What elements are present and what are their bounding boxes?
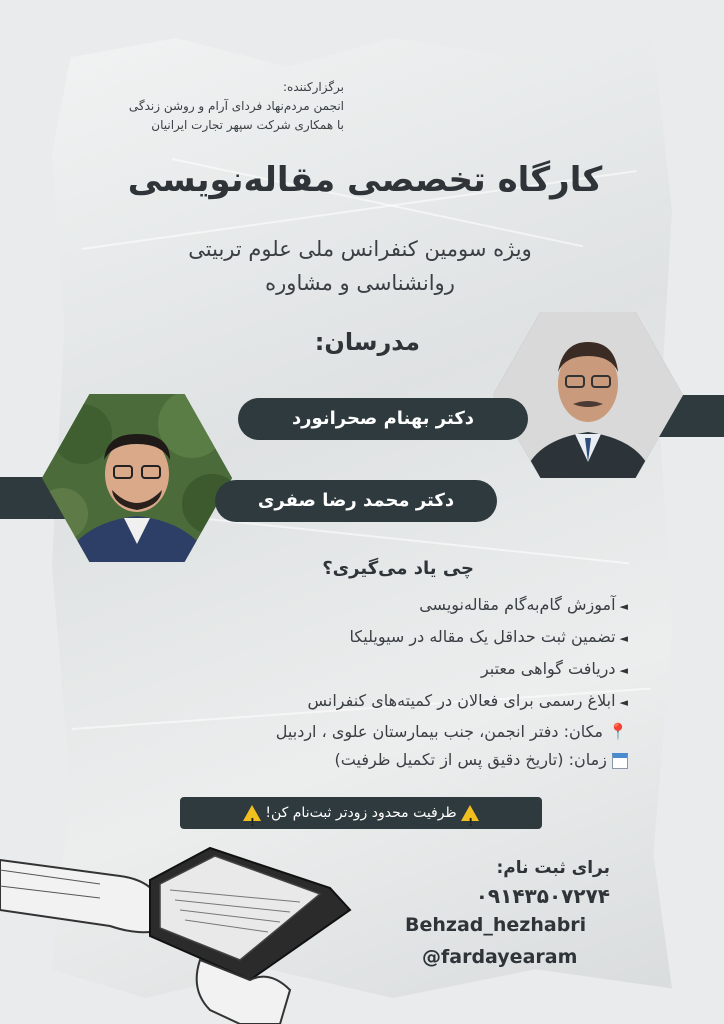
subtitle-line2: روانشناسی و مشاوره: [265, 271, 455, 295]
bullet-icon: ◄: [619, 600, 628, 613]
time-text: زمان: (تاریخ دقیق پس از تکمیل ظرفیت): [334, 750, 607, 769]
bullet-icon: ◄: [619, 696, 628, 709]
warning-icon: [243, 805, 261, 821]
registration-label: برای ثبت نام:: [496, 858, 610, 878]
capacity-notice: [180, 797, 542, 829]
location-text: مکان: دفتر انجمن، جنب بیمارستان علوی ، اردبیل: [275, 722, 603, 741]
learn-item-text: ابلاغ رسمی برای فعالان در کمیته‌های کنفرانس: [307, 691, 616, 710]
time-row: [335, 750, 628, 769]
learn-item-text: آموزش گام‌به‌گام مقاله‌نویسی: [419, 595, 616, 614]
learn-item-text: تضمین ثبت حداقل یک مقاله در سیویلیکا: [349, 627, 616, 646]
pin-icon: 📍: [608, 722, 628, 741]
registration-id1: Behzad_hezhabri: [405, 914, 587, 936]
registration-phone: ۰۹۱۴۳۵۰۷۲۷۴: [475, 884, 610, 908]
subtitle-line1: ویژه سومین کنفرانس ملی علوم تربیتی: [188, 237, 532, 261]
learn-heading: چی یاد می‌گیری؟: [322, 558, 474, 579]
list-item: [307, 622, 628, 654]
teacher-name-band-2: دکتر محمد رضا صفری: [215, 480, 497, 522]
bullet-icon: ◄: [619, 664, 628, 677]
organizer-block: [84, 78, 344, 135]
organizer-label: برگزارکننده:: [282, 80, 344, 94]
capacity-text: ظرفیت محدود زودتر ثبت‌نام کن!: [265, 805, 457, 821]
registration-id2: @fardayearam: [422, 946, 578, 968]
teacher-name-band-1: دکتر بهنام صحرانورد: [238, 398, 528, 440]
organizer-partner: با همکاری شرکت سپهر تجارت ایرانیان: [151, 118, 344, 132]
list-item: [307, 686, 628, 718]
list-item: [307, 590, 628, 622]
book-hand-illustration: [0, 840, 360, 1024]
warning-icon: [461, 805, 479, 821]
teachers-heading: مدرسان:: [314, 328, 420, 356]
list-item: [307, 654, 628, 686]
page-title: کارگاه تخصصی مقاله‌نویسی: [127, 160, 603, 200]
calendar-icon: [612, 753, 628, 769]
learn-list: [307, 590, 628, 718]
learn-item-text: دریافت گواهی معتبر: [480, 659, 616, 678]
location-row: [276, 722, 628, 741]
subtitle: [110, 232, 610, 300]
organizer-name: انجمن مردم‌نهاد فردای آرام و روشن زندگی: [128, 99, 344, 113]
bullet-icon: ◄: [619, 632, 628, 645]
